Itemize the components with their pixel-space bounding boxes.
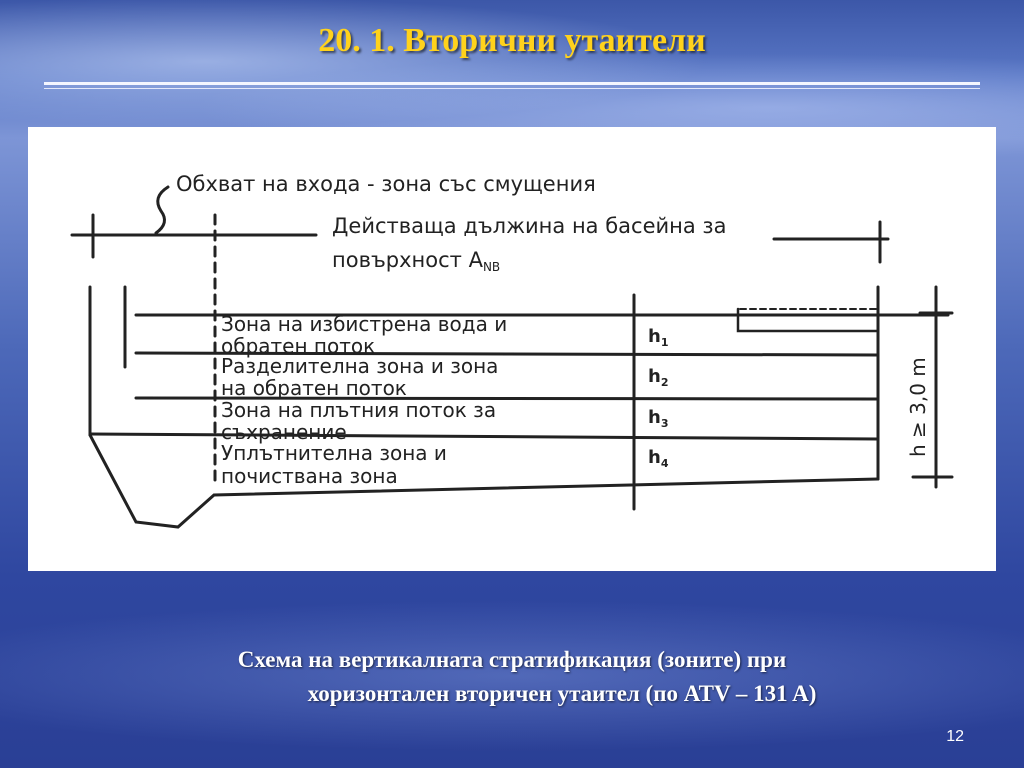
- inlet-label: Обхват на входа - зона със смущения: [176, 172, 596, 196]
- height-label-h1: [648, 326, 668, 349]
- zone-2-line1: Разделителна зона и зона: [221, 354, 499, 378]
- title-rule-thin: [44, 88, 980, 89]
- diagram-panel: [28, 127, 996, 571]
- zone-boundary-4: [90, 434, 878, 439]
- length-label-line2: [332, 248, 500, 274]
- h1-letter: h: [648, 326, 661, 347]
- h4-index: 4: [660, 457, 669, 470]
- h2-letter: h: [648, 366, 661, 387]
- zone-1-line1: Зона на избистрена вода и: [221, 312, 508, 336]
- zone-4-line2: почиствана зона: [221, 464, 398, 488]
- length-label-line1: Действаща дължина на басейна за: [332, 214, 727, 238]
- caption-line-1: Схема на вертикалната стратификация (зоните) при: [237, 647, 787, 672]
- h3-index: 3: [660, 417, 669, 430]
- tank-bottom-hopper: [90, 435, 878, 527]
- zone-3-line2: съхранение: [221, 420, 347, 444]
- stratification-diagram: [28, 127, 996, 571]
- outlet-weir: [738, 309, 878, 331]
- height-label-h4: [648, 447, 669, 470]
- length-label-subscript: NB: [482, 260, 501, 274]
- h3-letter: h: [648, 407, 661, 428]
- depth-label: h ≥ 3,0 m: [906, 357, 930, 457]
- zone-1-line2: обратен поток: [221, 334, 376, 358]
- h2-index: 2: [660, 376, 669, 389]
- height-label-h3: [648, 407, 668, 430]
- inlet-brace: [156, 187, 168, 233]
- length-label-text: повърхност A: [332, 248, 483, 272]
- h4-letter: h: [648, 447, 661, 468]
- page-number: 12: [946, 728, 964, 745]
- zone-2-line2: на обратен поток: [221, 376, 407, 400]
- caption-line-2: хоризонтален вторичен утаител (по ATV – 131 A): [307, 681, 817, 706]
- zone-3-line1: Зона на плътния поток за: [221, 398, 497, 422]
- h1-index: 1: [660, 336, 669, 349]
- height-label-h2: [648, 366, 668, 389]
- slide-title: 20. 1. Вторични утаители: [318, 22, 706, 59]
- title-rule: [44, 82, 980, 85]
- zone-4-line1: Уплътнителна зона и: [221, 441, 447, 465]
